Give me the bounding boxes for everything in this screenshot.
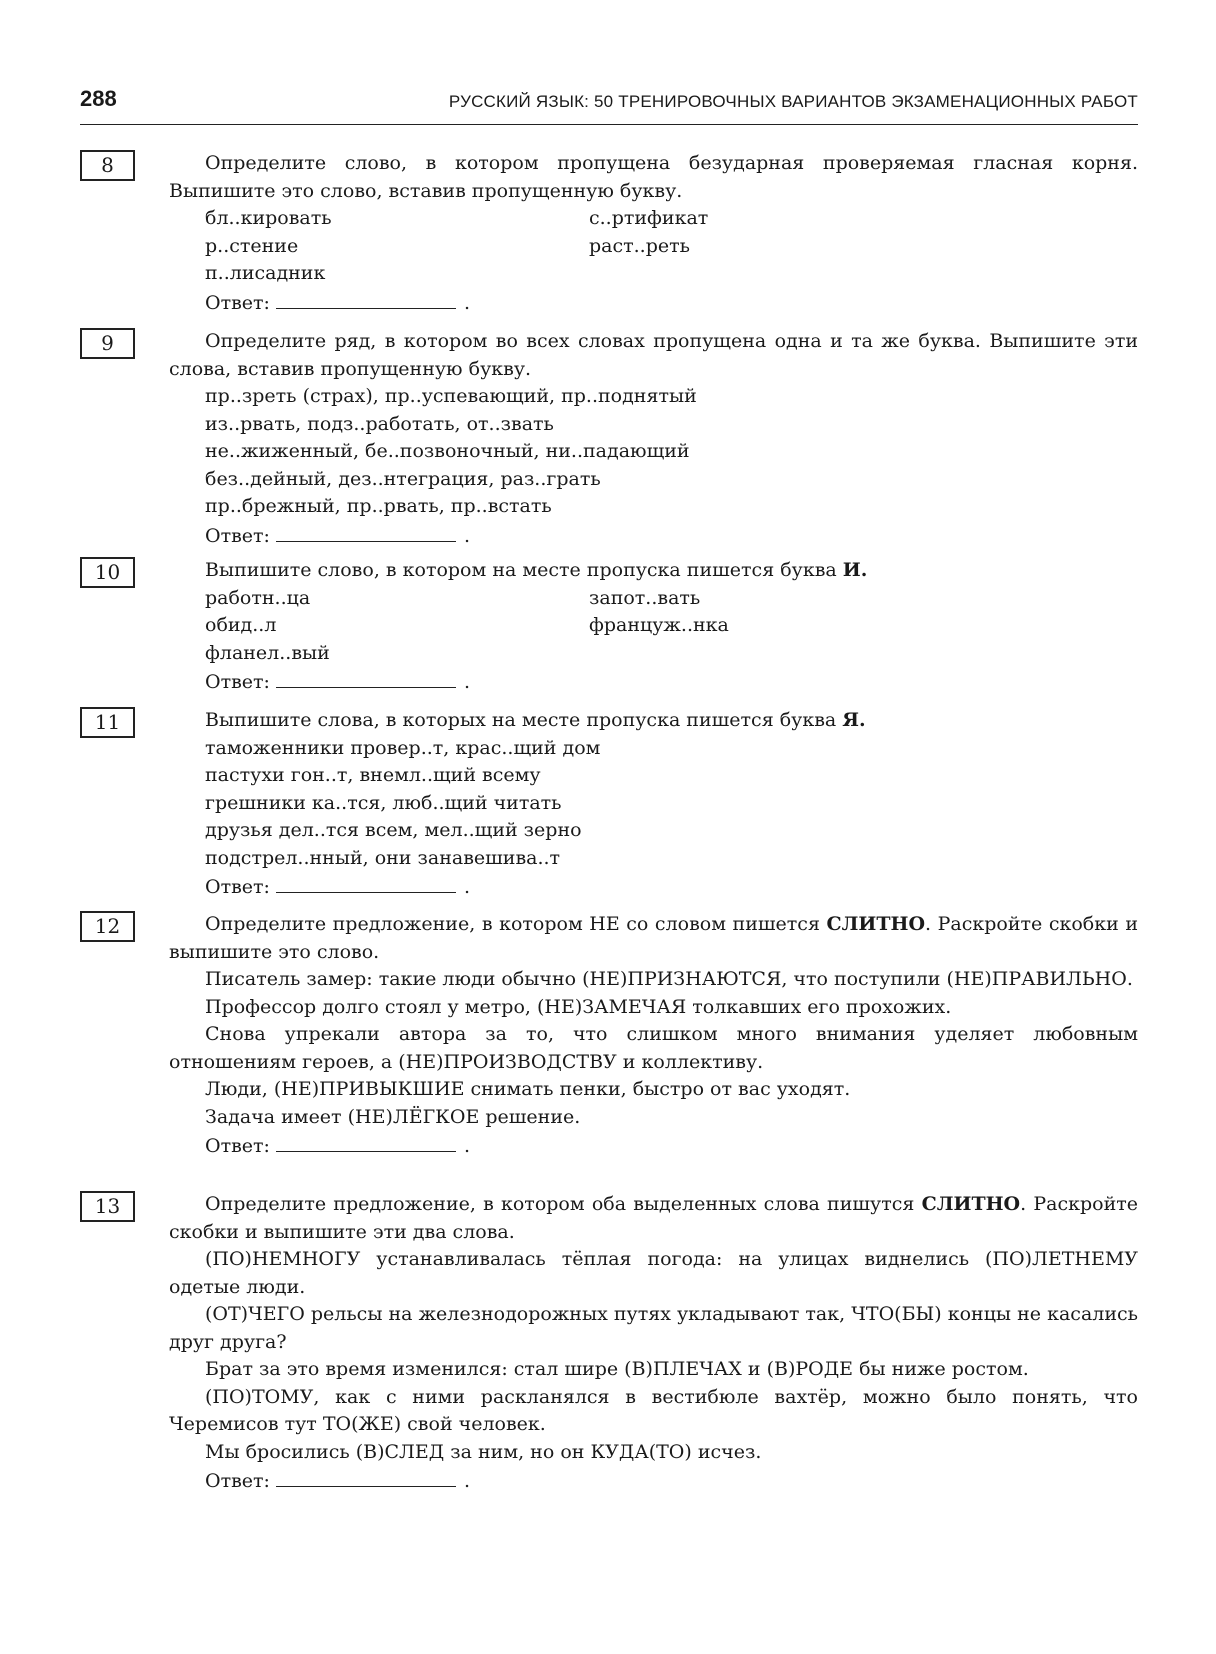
word-grid [169, 205, 1138, 288]
sentence: Снова упрекали автора за то, что слишком много внимания уделяет любовным отношениям героев, а (НЕ)ПРОИЗВОДСТВУ и коллективу. [169, 1023, 1138, 1073]
task-prompt: Определите ряд, в котором во всех словах пропущена одна и та же буква. Выпишите эти слова, вставив пропущенную букву. [169, 330, 1138, 380]
task-body [169, 557, 1138, 697]
page-number: 288 [80, 86, 117, 111]
word-row: пастухи гон..т, внемл..щий всему [205, 764, 541, 786]
task-prompt [169, 557, 1138, 585]
answer-blank[interactable] [276, 525, 456, 542]
answer-end: . [463, 1470, 470, 1492]
word-row: не..жиженный, бе..позвоночный, ни..падающий [205, 440, 690, 462]
header-rule [80, 124, 1138, 125]
answer-line [169, 1133, 1138, 1161]
word-option: обид..л [205, 614, 277, 636]
task-body [169, 1191, 1138, 1496]
sentence: Брат за это время изменился: стал шире (В)ПЛЕЧАХ и (В)РОДЕ бы ниже ростом. [205, 1358, 1029, 1380]
task-prompt [169, 707, 1138, 735]
answer-line [169, 669, 1138, 697]
answer-blank[interactable] [276, 292, 456, 309]
word-option: п..лисадник [205, 262, 326, 284]
task-number-box: 11 [80, 707, 135, 738]
task-number-box: 8 [80, 150, 135, 181]
answer-line [169, 874, 1138, 902]
answer-label: Ответ: [205, 524, 270, 547]
answer-label: Ответ: [205, 1135, 270, 1157]
task-body [169, 707, 1138, 902]
task-prompt: Определите слово, в котором пропущена безударная проверяемая гласная корня. Выпишите это слово, вставив пропущенную букву. [169, 152, 1138, 202]
task-number-box: 12 [80, 911, 135, 942]
answer-end: . [463, 1135, 470, 1157]
word-row: друзья дел..тся всем, мел..щий зерно [205, 819, 582, 841]
sentence: Писатель замер: такие люди обычно (НЕ)ПРИЗНАЮТСЯ, что поступили (НЕ)ПРАВИЛЬНО. [205, 968, 1133, 990]
task-prompt [169, 911, 1138, 966]
task-number-box: 10 [80, 557, 135, 588]
sentence: (ОТ)ЧЕГО рельсы на железнодорожных путях укладывают так, ЧТО(БЫ) концы не касались друг друга? [169, 1303, 1138, 1353]
answer-label: Ответ: [205, 876, 270, 898]
answer-end: . [463, 524, 470, 547]
word-row: пр..зреть (страх), пр..успевающий, пр..поднятый [205, 385, 697, 407]
task-body [169, 328, 1138, 550]
prompt-emphasis: СЛИТНО [826, 913, 926, 935]
sentence: (ПО)НЕМНОГУ устанавливалась тёплая погода: на улицах виднелись (ПО)ЛЕТНЕМУ одетые люди. [169, 1248, 1138, 1298]
word-option: работн..ца [205, 586, 311, 609]
target-letter: Я. [842, 709, 866, 731]
answer-blank[interactable] [276, 671, 456, 688]
task-number-box: 9 [80, 328, 135, 359]
answer-label: Ответ: [205, 671, 270, 693]
word-option: р..стение [205, 234, 299, 257]
word-row: подстрел..нный, они занавешива..т [205, 846, 561, 869]
answer-end: . [463, 671, 470, 693]
prompt-emphasis: СЛИТНО [921, 1193, 1021, 1215]
answer-end: . [463, 876, 470, 898]
prompt-text: Выпишите слово, в котором на месте пропуска пишется буква [205, 559, 843, 581]
answer-line [169, 523, 1138, 551]
task-body [169, 911, 1138, 1161]
task-prompt [169, 1191, 1138, 1246]
target-letter: И. [842, 559, 868, 581]
prompt-text: Определите предложение, в котором оба выделенных слова пишутся [205, 1193, 922, 1215]
answer-label: Ответ: [205, 291, 270, 314]
word-row: без..дейный, дез..нтеграция, раз..грать [205, 467, 601, 490]
answer-blank[interactable] [276, 1470, 456, 1487]
word-option: фланел..вый [205, 641, 330, 664]
prompt-text: Определите предложение, в котором НЕ со словом пишется [205, 913, 827, 935]
sentence: Люди, (НЕ)ПРИВЫКШИЕ снимать пенки, быстро от вас уходят. [205, 1078, 851, 1100]
sentence: (ПО)ТОМУ, как с ними раскланялся в вестибюле вахтёр, можно было понять, что Черемисов тут ТО(ЖЕ) свой человек. [169, 1385, 1138, 1435]
word-row: из..рвать, подз..работать, от..звать [205, 412, 554, 435]
word-grid [169, 585, 1138, 668]
sentence: Профессор долго стоял у метро, (НЕ)ЗАМЕЧАЯ толкавших его прохожих. [205, 995, 952, 1018]
answer-label: Ответ: [205, 1470, 270, 1492]
word-option: бл..кировать [205, 207, 332, 229]
running-header-title: РУССКИЙ ЯЗЫК: 50 ТРЕНИРОВОЧНЫХ ВАРИАНТОВ ЭКЗАМЕНАЦИОННЫХ РАБОТ [448, 92, 1138, 111]
answer-blank[interactable] [276, 1135, 456, 1152]
answer-end: . [463, 291, 470, 314]
answer-line [169, 290, 1138, 318]
answer-blank[interactable] [276, 876, 456, 893]
word-row: таможенники провер..т, крас..щий дом [205, 736, 601, 759]
task-number-box: 13 [80, 1191, 135, 1222]
word-option: раст..реть [589, 234, 690, 257]
task-body [169, 150, 1138, 317]
sentence: Мы бросились (В)СЛЕД за ним, но он КУДА(ТО) исчез. [205, 1440, 762, 1463]
prompt-text: Выпишите слова, в которых на месте пропуска пишется буква [205, 709, 843, 731]
word-option: француж..нка [589, 614, 729, 636]
word-option: запот..вать [589, 586, 701, 609]
word-row: грешники ка..тся, люб..щий читать [205, 791, 562, 814]
prompt-text-end: . Раскройте скобки и выпишите это слово. [169, 913, 1139, 963]
word-option: с..ртификат [589, 207, 709, 229]
sentence: Задача имеет (НЕ)ЛЁГКОЕ решение. [205, 1105, 581, 1128]
prompt-text-end: . Раскройте скобки и выпишите эти два слова. [169, 1193, 1138, 1243]
word-row: пр..брежный, пр..рвать, пр..встать [205, 495, 552, 517]
answer-line [169, 1468, 1138, 1496]
